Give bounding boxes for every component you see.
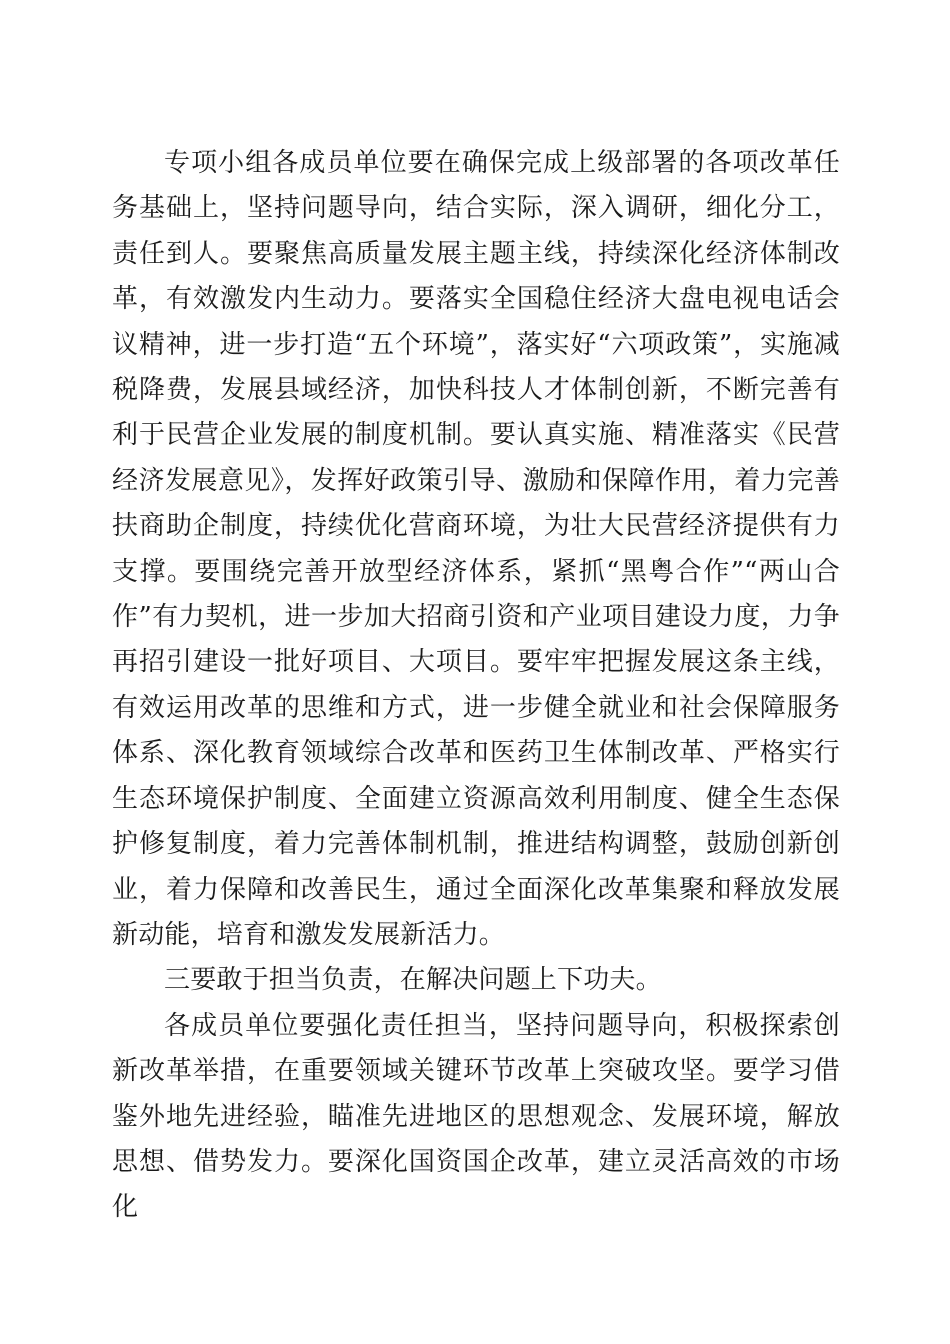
document-body — [112, 141, 840, 1231]
body-paragraph-1: 专项小组各成员单位要在确保完成上级部署的各项改革任务基础上，坚持问题导向，结合实际，深入调研，细化分工，责任到人。要聚焦高质量发展主题主线，持续深化经济体制改革，有效激发内生动力。要落实全国稳住经济大盘电视电话会议精神，进一步打造“五个环境”，落实好“六项政策”，实施减税降费，发展县域经济，加快科技人才体制创新，不断完善有利于民营企业发展的制度机制。要认真实施、精准落实《民营经济发展意见》，发挥好政策引导、激励和保障作用，着力完善扶商助企制度，持续优化营商环境，为壮大民营经济提供有力支撑。要围绕完善开放型经济体系，紧抓“黑粤合作”“两山合作”有力契机，进一步加大招商引资和产业项目建设力度，力争再招引建设一批好项目、大项目。要牢牢把握发展这条主线，有效运用改革的思维和方式，进一步健全就业和社会保障服务体系、深化教育领域综合改革和医药卫生体制改革、严格实行生态环境保护制度、全面建立资源高效利用制度、健全生态保护修复制度，着力完善体制机制，推进结构调整，鼓励创新创业，着力保障和改善民生，通过全面深化改革集聚和释放发展新动能，培育和激发发展新活力。 — [112, 148, 840, 950]
body-paragraph-2: 各成员单位要强化责任担当，坚持问题导向，积极探索创新改革举措，在重要领域关键环节改革上突破攻坚。要学习借鉴外地先进经验，瞄准先进地区的思想观念、发展环境，解放思想、借势发力。要深化国资国企改革，建立灵活高效的市场化 — [112, 1010, 840, 1223]
section-heading-3: 三要敢于担当负责，在解决问题上下功夫。 — [164, 965, 662, 996]
